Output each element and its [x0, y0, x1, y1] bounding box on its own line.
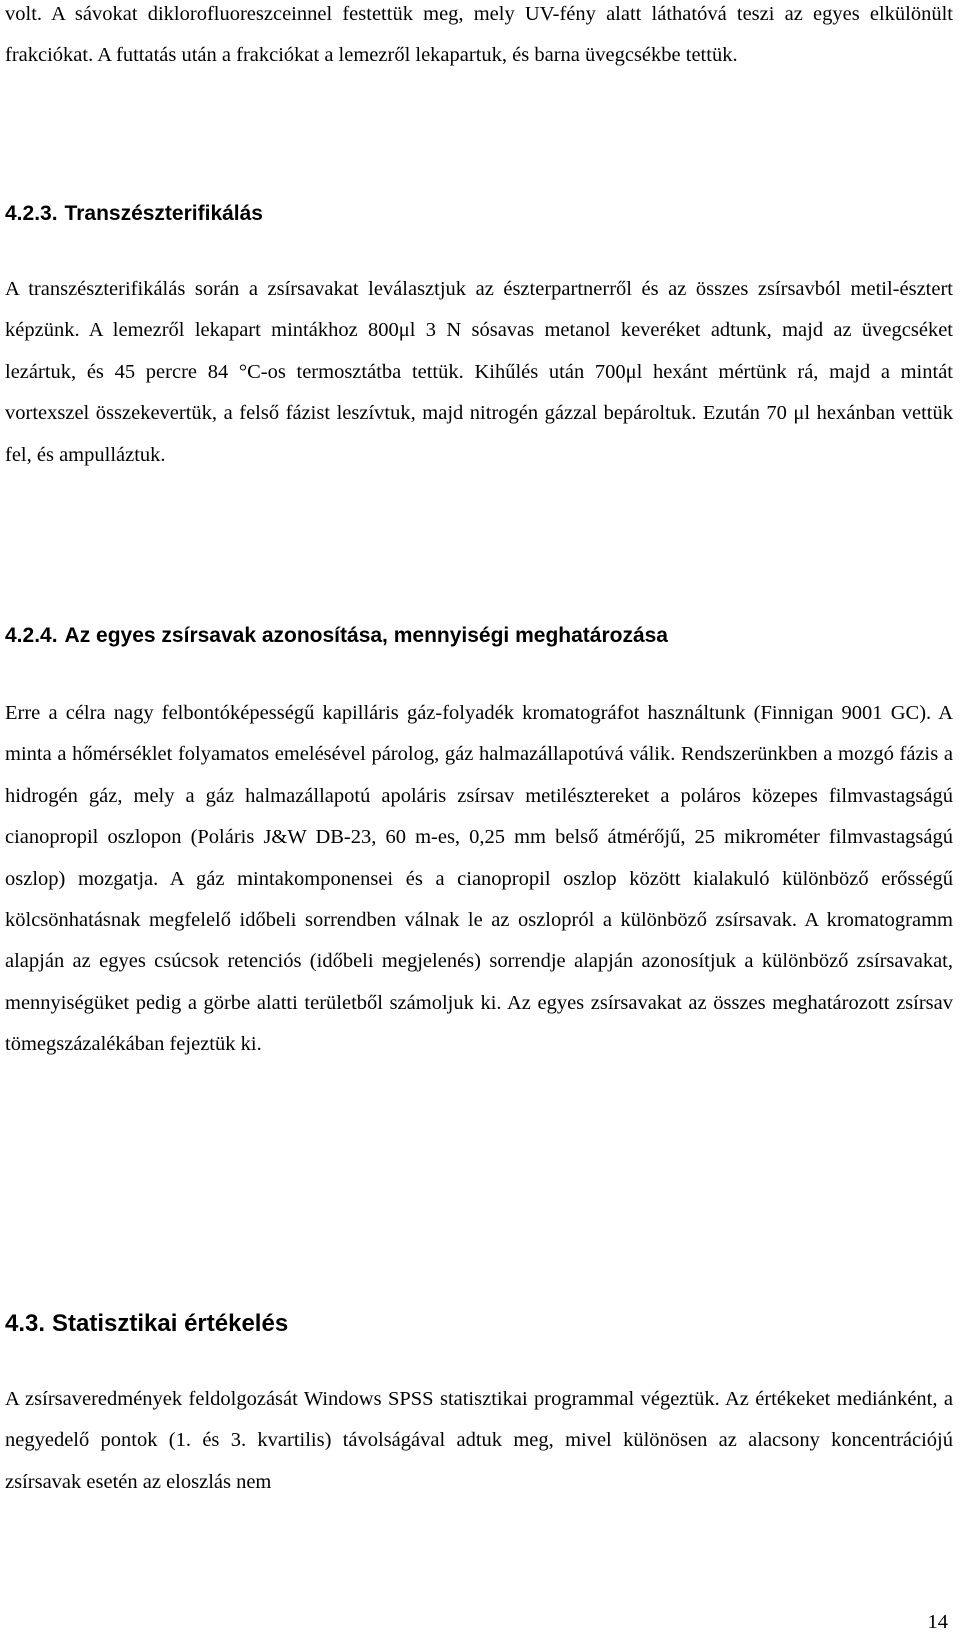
section-title: Az egyes zsírsavak azonosítása, mennyiségi meghatározása — [64, 624, 668, 647]
section-title: Transzészterifikálás — [64, 202, 263, 225]
transesterification-paragraph: A transzészterifikálás során a zsírsavakat leválasztjuk az észterpartnerről és az összes zsírsavból metil-észtert képzünk. A lemezről lekapart mintákhoz 800μl 3 N sósavas metanol keveréket adtunk, majd az üvegcséket lezártuk, és 45 percre 84 °C-os termosztátba tettük. Kihűlés után 700μl hexánt mértünk rá, majd a mintát vortexszel összekevertük, a felső fázist leszívtuk, majd nitrogén gázzal bepároltuk. Ezután 70 μl hexánban vettük fel, és ampulláztuk. — [5, 278, 953, 466]
section-number: 4.2.4. — [5, 624, 58, 647]
section-heading-4-2-3 — [5, 200, 263, 228]
fatty-acid-identification-paragraph: Erre a célra nagy felbontóképességű kapilláris gáz-folyadék kromatográfot használtunk (Finnigan 9001 GC). A minta a hőmérséklet folyamatos emelésével párolog, gáz halmazállapotúvá válik. Rendszerünkben a mozgó fázis a hidrogén gáz, mely a gáz halmazállapotú apoláris zsírsav metilésztereket a poláros közepes filmvastagságú cianopropil oszlopon (Poláris J&W DB-23, 60 m-es, 0,25 mm belső átmérőjű, 25 mikrométer filmvastagságú oszlop) mozgatja. A gáz mintakomponensei és a cianopropil oszlop között kialakuló különböző erősségű kölcsönhatásnak megfelelő időbeli sorrendben válnak le az oszlopról a különböző zsírsavak. A kromatogramm alapján az egyes csúcsok retenciós (időbeli megjelenés) sorrendje alapján azonosítjuk a különböző zsírsavakat, mennyiségüket pedig a görbe alatti területből számoljuk ki. Az egyes zsírsavakat az összes meghatározott zsírsav tömegszázalékában fejeztük ki. — [5, 702, 953, 1056]
section-title: Statisztikai értékelés — [52, 1310, 289, 1337]
intro-paragraph: volt. A sávokat diklorofluoreszceinnel festettük meg, mely UV-fény alatt láthatóvá teszi az egyes elkülönült frakciókat. A futtatás után a frakciókat a lemezről lekapartuk, és barna üvegcsékbe tettük. — [5, 3, 953, 67]
section-heading-4-2-4 — [5, 622, 668, 650]
section-number: 4.3. — [5, 1310, 46, 1337]
statistics-paragraph: A zsírsaveredmények feldolgozását Windows SPSS statisztikai programmal végeztük. Az értékeket mediánként, a negyedelő pontok (1. és 3. kvartilis) távolságával adtuk meg, mivel különösen az alacsony koncentrációjú zsírsavak esetén az eloszlás nem — [5, 1388, 953, 1493]
section-number: 4.2.3. — [5, 202, 58, 225]
page-number: 14 — [927, 1611, 948, 1633]
section-heading-4-3 — [5, 1310, 288, 1338]
